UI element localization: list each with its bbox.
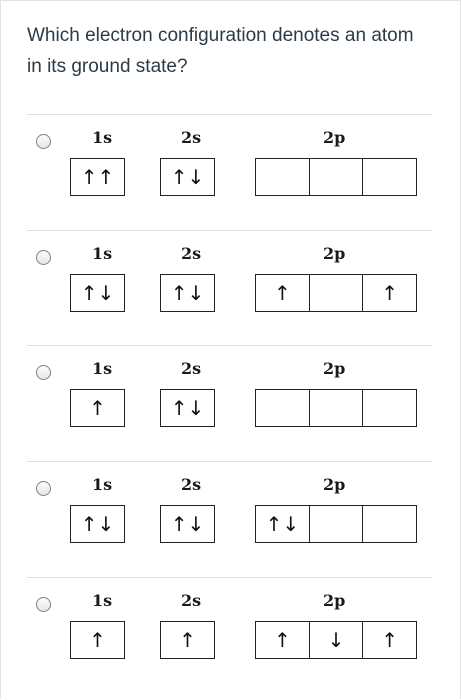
orbital-2s: ↑: [160, 621, 215, 659]
label-2s: 2s: [181, 591, 202, 610]
orbital-1s: ↑↑: [70, 158, 125, 196]
orbital-2p-x: [256, 390, 309, 426]
answer-option-3[interactable]: [27, 345, 432, 458]
orbital-2p-y: [309, 159, 363, 195]
radio-button[interactable]: [36, 597, 51, 612]
orbital-2p-x: ↑↓: [265, 512, 300, 536]
orbital-2s: ↑↓: [160, 274, 215, 312]
label-1s: 1s: [92, 591, 113, 610]
label-2s: 2s: [181, 244, 202, 263]
orbital-2p-z: ↑: [362, 275, 416, 311]
label-2p: 2p: [323, 359, 346, 378]
label-2s: 2s: [181, 475, 202, 494]
label-2p: 2p: [323, 128, 346, 147]
label-1s: 1s: [92, 475, 113, 494]
orbital-2p-y: [309, 506, 363, 542]
orbital-1s: ↑: [70, 389, 125, 427]
orbital-2p: [255, 274, 417, 312]
label-2s: 2s: [181, 128, 202, 147]
question-text: Which electron configuration denotes an atom in its ground state?: [27, 25, 414, 77]
answer-option-1[interactable]: [27, 114, 432, 227]
radio-button[interactable]: [36, 365, 51, 380]
orbital-2p-x: [256, 159, 309, 195]
answer-option-5[interactable]: [27, 577, 432, 690]
orbital-2p-z: [362, 159, 416, 195]
orbital-2p: [255, 389, 417, 427]
orbital-2p: [255, 505, 417, 543]
orbital-1s: ↑: [70, 621, 125, 659]
answer-option-4[interactable]: [27, 461, 432, 574]
orbital-1s: ↑↓: [70, 274, 125, 312]
orbital-2s: ↑↓: [160, 158, 215, 196]
radio-button[interactable]: [36, 134, 51, 149]
orbital-2p-z: [362, 506, 416, 542]
orbital-2p-y: [309, 390, 363, 426]
orbital-2p: [255, 621, 417, 659]
label-1s: 1s: [92, 359, 113, 378]
orbital-2p: [255, 158, 417, 196]
radio-button[interactable]: [36, 481, 51, 496]
label-2p: 2p: [323, 244, 346, 263]
orbital-1s: ↑↓: [70, 505, 125, 543]
orbital-2s: ↑↓: [160, 505, 215, 543]
radio-button[interactable]: [36, 250, 51, 265]
orbital-2s: ↑↓: [160, 389, 215, 427]
label-2p: 2p: [323, 591, 346, 610]
label-2s: 2s: [181, 359, 202, 378]
label-1s: 1s: [92, 128, 113, 147]
label-1s: 1s: [92, 244, 113, 263]
orbital-2p-x: ↑: [273, 281, 291, 305]
orbital-2p-y: ↓: [309, 622, 363, 658]
orbital-2p-z: ↑: [362, 622, 416, 658]
orbital-2p-z: [362, 390, 416, 426]
label-2p: 2p: [323, 475, 346, 494]
orbital-2p-x: ↑: [273, 628, 291, 652]
answer-option-2[interactable]: [27, 230, 432, 343]
orbital-2p-y: [309, 275, 363, 311]
